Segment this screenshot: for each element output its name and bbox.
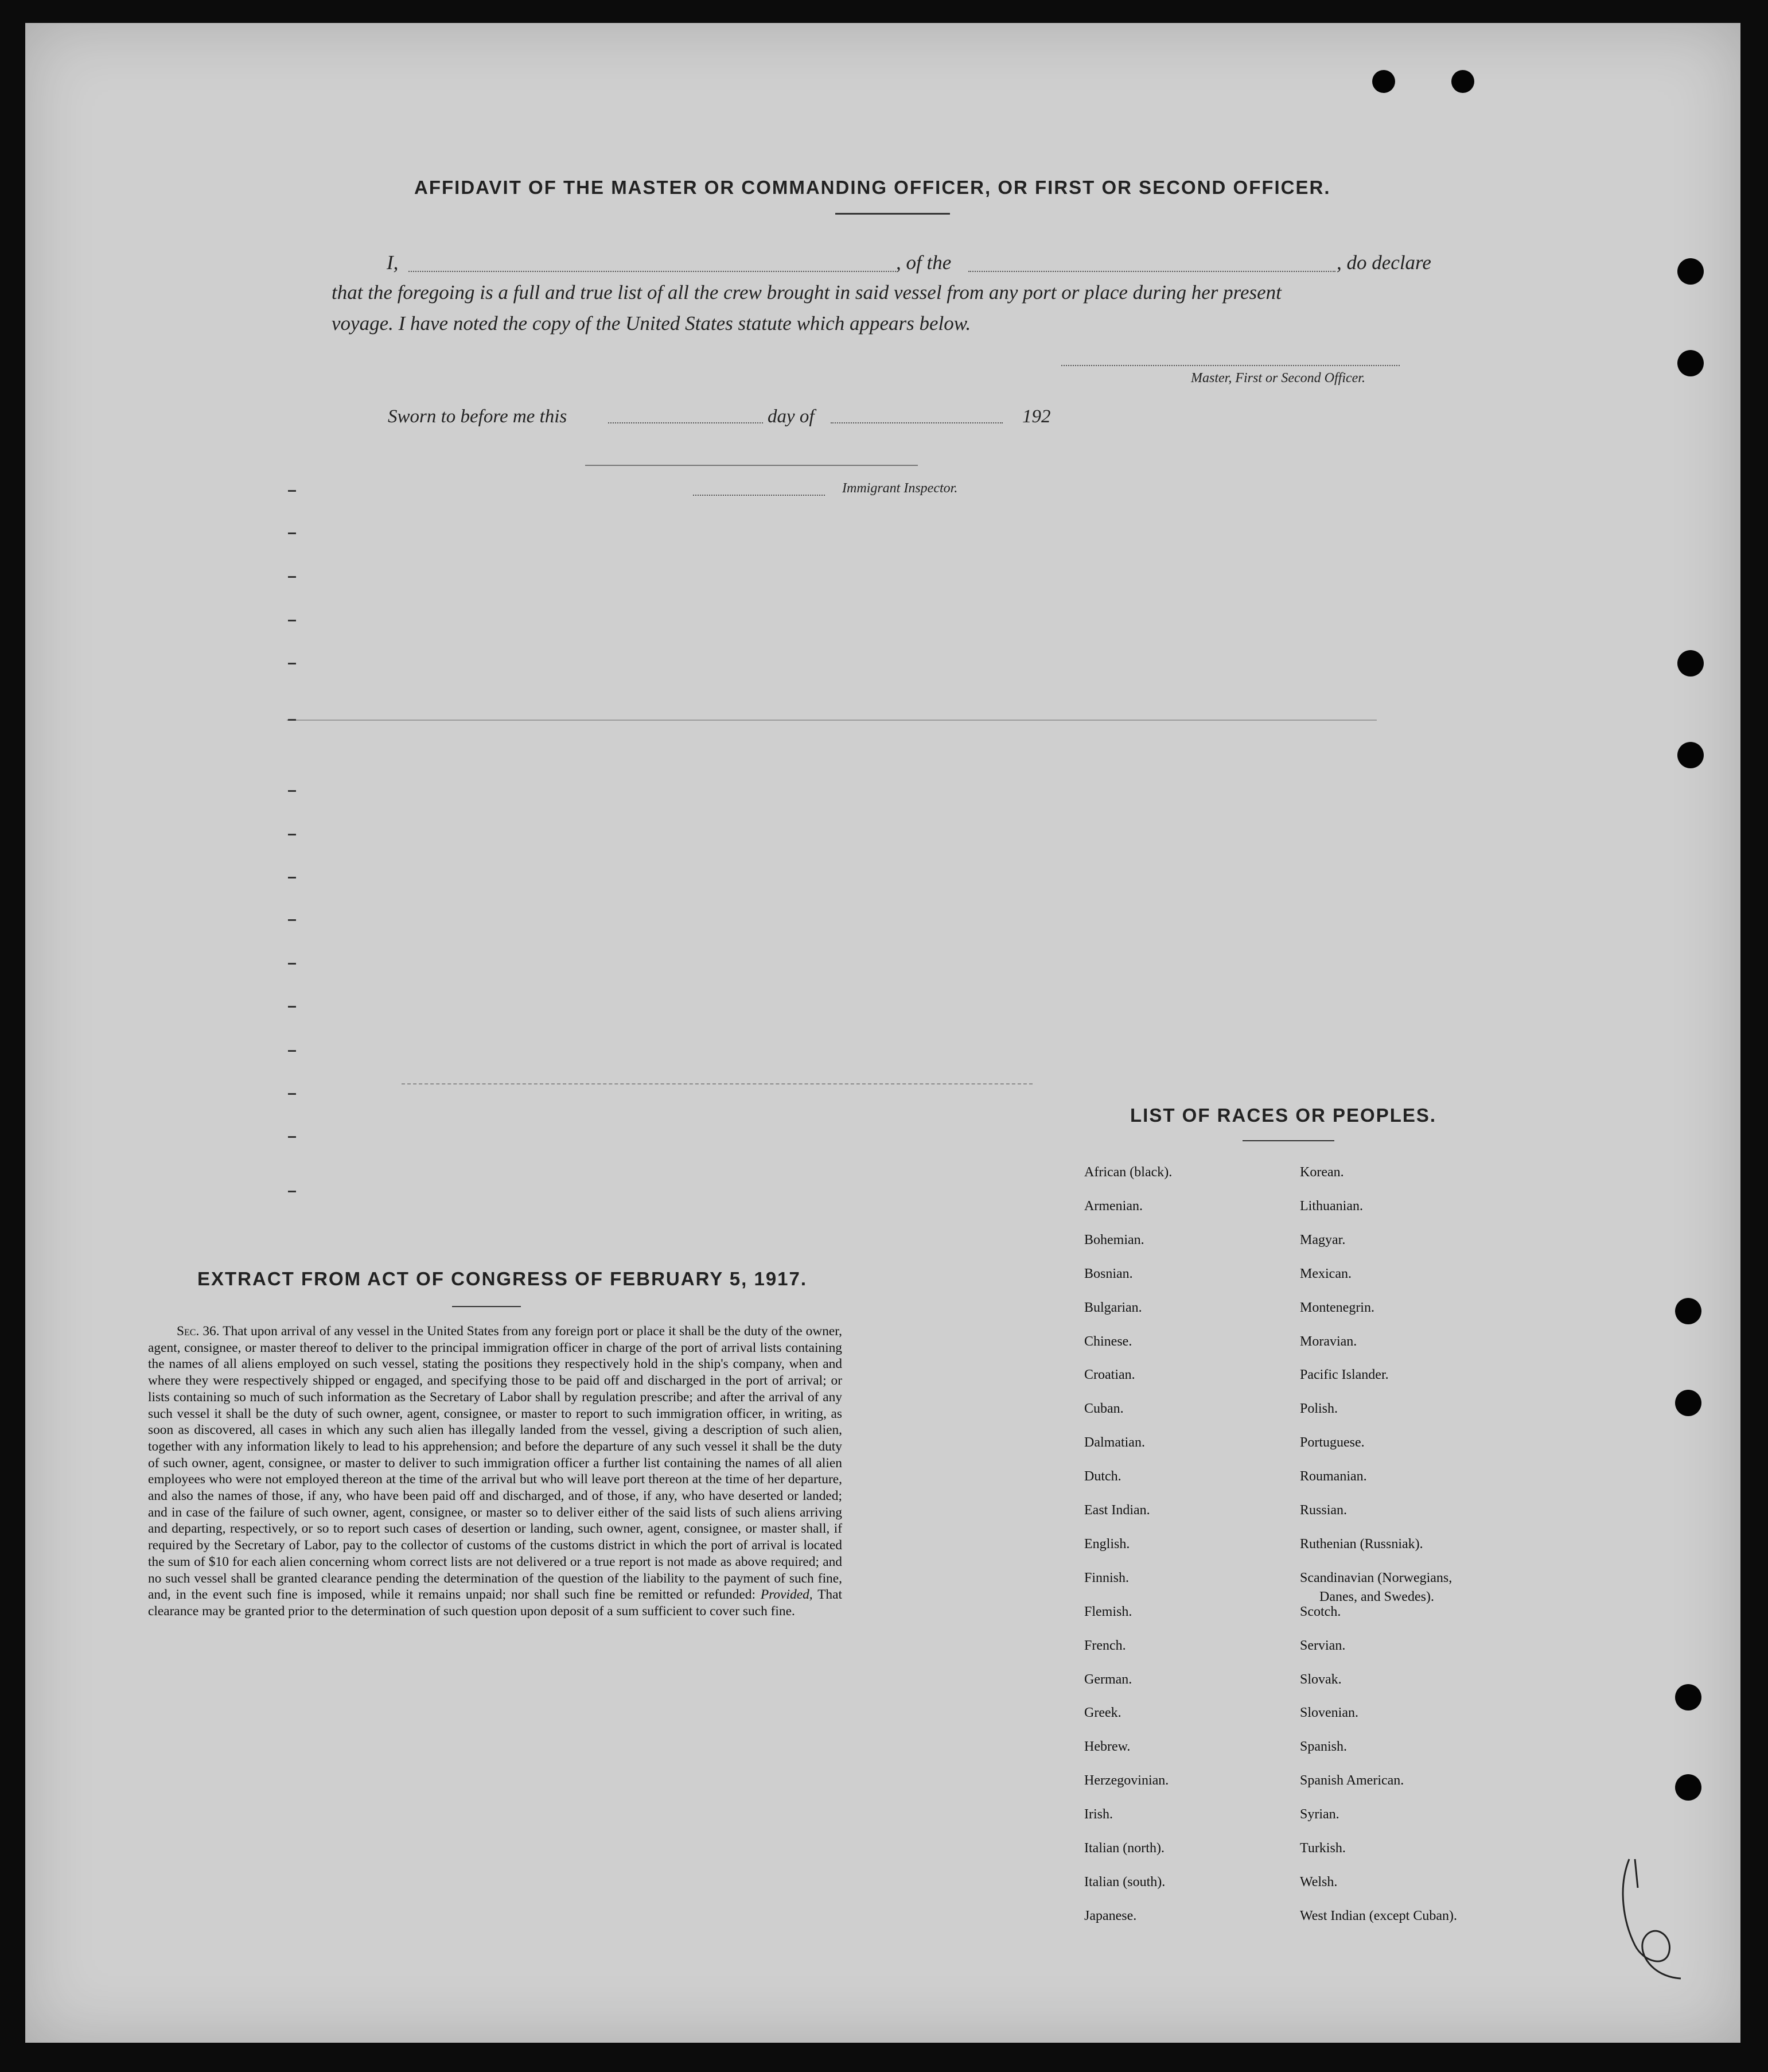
inspector-signature-line-short[interactable] xyxy=(693,495,825,496)
race-item: English. xyxy=(1084,1536,1130,1552)
race-item: Turkish. xyxy=(1300,1841,1346,1856)
margin-tick xyxy=(288,1006,296,1008)
race-item: Bosnian. xyxy=(1084,1266,1133,1281)
inspector-signature-line[interactable] xyxy=(585,465,918,466)
extract-title-rule xyxy=(452,1306,521,1307)
race-item: Bohemian. xyxy=(1084,1232,1144,1247)
race-item: Servian. xyxy=(1300,1638,1346,1653)
race-item: Croatian. xyxy=(1084,1367,1135,1383)
affidavit-statement-line2: voyage. I have noted the copy of the United States statute which appears below. xyxy=(332,312,971,335)
handwritten-mark xyxy=(1612,1853,1687,1980)
race-item: Scandinavian (Norwegians, xyxy=(1300,1570,1452,1585)
race-item: Montenegrin. xyxy=(1300,1300,1374,1315)
punch-hole xyxy=(1677,742,1704,768)
races-title: LIST OF RACES OR PEOPLES. xyxy=(1130,1105,1437,1126)
race-item: Spanish. xyxy=(1300,1739,1348,1755)
sworn-day-field[interactable] xyxy=(608,422,763,423)
race-item: Herzegovinian. xyxy=(1084,1773,1169,1789)
punch-hole xyxy=(1677,258,1704,285)
race-item: Armenian. xyxy=(1084,1198,1143,1214)
affidavit-title-rule xyxy=(835,213,950,215)
bleed-through-line xyxy=(402,1083,1033,1084)
race-item: Slovenian. xyxy=(1300,1705,1358,1721)
race-item: Moravian. xyxy=(1300,1334,1357,1349)
race-item: Dalmatian. xyxy=(1084,1435,1145,1451)
race-item: Chinese. xyxy=(1084,1334,1132,1349)
punch-hole xyxy=(1675,1298,1701,1324)
race-item: West Indian (except Cuban). xyxy=(1300,1908,1457,1923)
race-item: French. xyxy=(1084,1638,1126,1653)
section-text-part2: That clearance may be granted prior to the determination of such question upon deposit of a sum sufficient to cover such fine. xyxy=(148,1587,842,1619)
master-signature-label: Master, First or Second Officer. xyxy=(1191,371,1365,386)
race-item: Slovak. xyxy=(1300,1671,1342,1687)
provided-label: Provided, xyxy=(760,1587,813,1603)
race-item: Syrian. xyxy=(1300,1807,1339,1822)
extract-title: EXTRACT FROM ACT OF CONGRESS OF FEBRUARY 5, 1917. xyxy=(197,1268,808,1289)
margin-tick xyxy=(288,663,296,664)
race-item: Roumanian. xyxy=(1300,1469,1367,1484)
margin-tick xyxy=(288,532,296,534)
day-of-label: day of xyxy=(768,406,815,427)
margin-tick xyxy=(288,1093,296,1095)
race-item: Greek. xyxy=(1084,1705,1121,1721)
race-item: Magyar. xyxy=(1300,1232,1346,1247)
race-item: Irish. xyxy=(1084,1807,1113,1822)
punch-hole xyxy=(1677,350,1704,376)
race-item: Spanish American. xyxy=(1300,1773,1404,1789)
margin-tick xyxy=(288,919,296,921)
margin-tick xyxy=(288,490,296,492)
extract-body xyxy=(148,1323,842,1620)
punch-hole xyxy=(1675,1684,1701,1711)
margin-tick xyxy=(288,1191,296,1192)
margin-tick xyxy=(288,834,296,835)
margin-tick xyxy=(288,877,296,878)
declare-label: , do declare xyxy=(1337,251,1431,274)
race-item: Italian (north). xyxy=(1084,1841,1165,1856)
race-item: Lithuanian. xyxy=(1300,1198,1363,1214)
section-text-part1: That upon arrival of any vessel in the United States from any foreign port or place it shall be the duty of the owner, agent, consignee, or master thereof to deliver to the principal immigration officer in charge of the port of arrival lists containing the names of all aliens employed on such vessel, stating the positions they respectively hold in the ship's company, when and where they were respectively shipped or engaged, and specifying those to be paid off and discharged in the port of arrival; or lists containing so much of such information as the Secretary of Labor shall by regulation prescribe; and after the arrival of any such vessel it shall be the duty of such owner, agent, consignee, or master to report to such immigration officer, in writing, as soon as discovered, all cases in which any such alien has illegally landed from the vessel, giving a description of such alien, together with any information likely to lead to his apprehension; and before the departure of any such vessel it shall be the duty of such owner, agent, consignee, or master to deliver to such immigration officer a further list containing the names of all alien employees who were not employed thereon at the time of the arrival but who will leave port thereon at the time of her departure, and also the names of those, if any, who have been paid off and discharged, and of those, if any, who have deserted or landed; and in case of the failure of such owner, agent, consignee, or master so to deliver either of the said lists of such aliens arriving and departing, respectively, or so to report such cases of desertion or landing, such owner, agent, consignee, or master shall, if required by the Secretary of Labor, pay to the collector of customs of the customs district in which the port of arrival is located the sum of $10 for each alien concerning whom correct lists are not delivered or a true report is not made as above required; and no such vessel shall be granted clearance pending the determination of the question of the liability to the payment of such fine, and, in the event such fine is imposed, while it remains unpaid; nor shall such fine be remitted or refunded: xyxy=(148,1324,842,1603)
punch-hole xyxy=(1677,650,1704,677)
master-signature-line[interactable] xyxy=(1061,365,1400,366)
vessel-label: , of the xyxy=(896,251,952,274)
race-item: Italian (south). xyxy=(1084,1874,1166,1890)
punch-hole xyxy=(1675,1774,1701,1801)
race-item: Cuban. xyxy=(1084,1401,1124,1417)
race-item: Korean. xyxy=(1300,1165,1344,1180)
affidavit-statement-line1: that the foregoing is a full and true list of all the crew brought in said vessel from any port or place during her present xyxy=(332,281,1282,304)
bleed-through-line xyxy=(287,720,1377,721)
punch-hole xyxy=(1675,1390,1701,1416)
section-label: Sec. 36. xyxy=(177,1324,220,1339)
race-item: Bulgarian. xyxy=(1084,1300,1142,1315)
race-item: Pacific Islander. xyxy=(1300,1367,1389,1383)
race-item: Ruthenian (Russniak). xyxy=(1300,1536,1423,1552)
race-item: Welsh. xyxy=(1300,1874,1338,1890)
affiant-name-field[interactable] xyxy=(408,271,896,272)
year-prefix: 192 xyxy=(1022,406,1051,427)
punch-hole xyxy=(1451,70,1474,93)
race-item: Dutch. xyxy=(1084,1469,1121,1484)
race-item: Scotch. xyxy=(1300,1604,1341,1619)
race-item: Finnish. xyxy=(1084,1570,1130,1585)
race-item: Japanese. xyxy=(1084,1908,1137,1923)
margin-tick xyxy=(288,620,296,621)
affidavit-title: AFFIDAVIT OF THE MASTER OR COMMANDING OFFICER, OR FIRST OR SECOND OFFICER. xyxy=(414,177,1331,198)
race-item: Hebrew. xyxy=(1084,1739,1131,1755)
vessel-field[interactable] xyxy=(968,271,1335,272)
race-item: Mexican. xyxy=(1300,1266,1352,1281)
races-title-rule xyxy=(1243,1140,1334,1141)
sworn-month-field[interactable] xyxy=(831,422,1003,423)
sworn-label: Sworn to before me this xyxy=(388,406,567,427)
race-item: Flemish. xyxy=(1084,1604,1132,1619)
affiant-name-label: I, xyxy=(387,251,399,274)
margin-tick xyxy=(288,1136,296,1138)
inspector-label: Immigrant Inspector. xyxy=(842,481,958,496)
margin-tick xyxy=(288,790,296,792)
race-item: Polish. xyxy=(1300,1401,1338,1417)
punch-hole xyxy=(1372,70,1395,93)
margin-tick xyxy=(288,1050,296,1052)
race-item: East Indian. xyxy=(1084,1503,1150,1518)
race-item-continuation: Danes, and Swedes). xyxy=(1319,1589,1434,1604)
race-item: German. xyxy=(1084,1671,1132,1687)
race-item: Russian. xyxy=(1300,1503,1348,1518)
race-item: Portuguese. xyxy=(1300,1435,1365,1451)
margin-tick xyxy=(288,576,296,578)
race-item: African (black). xyxy=(1084,1165,1173,1180)
margin-tick xyxy=(288,963,296,965)
